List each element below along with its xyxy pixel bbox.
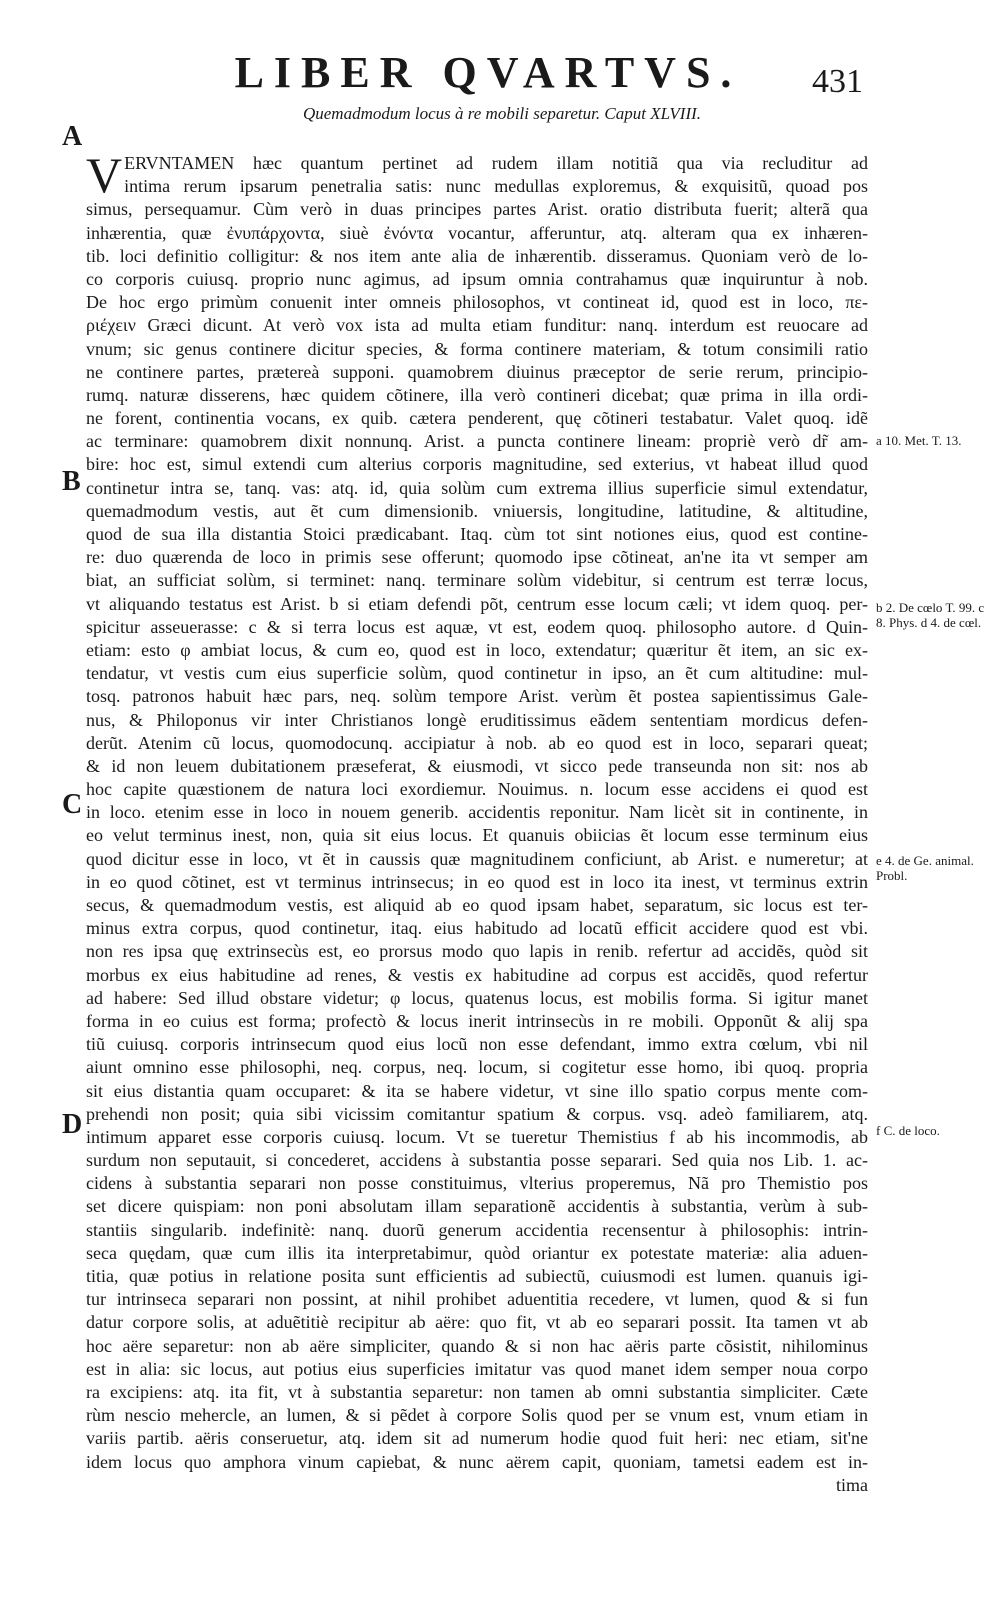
drop-cap: V xyxy=(86,147,123,203)
chapter-title: Quemadmodum locus à re mobili separetur. Caput XLVIII. xyxy=(302,104,702,123)
text-line xyxy=(86,1010,868,1033)
text-line-content: prehendi non posit; quia sibi vicissim comitantur spatium & corpus. vsq. adeò familiarem, atq. xyxy=(86,1103,868,1124)
text-line-content: est in alia: sic locus, aut potius eius superficies imitatur vas quod manet idem semper noua corpo xyxy=(86,1358,868,1379)
marginal-letter-b: B xyxy=(62,466,81,497)
text-line xyxy=(86,685,868,708)
text-line xyxy=(86,546,868,569)
text-line xyxy=(86,245,868,268)
text-line-content: ra excipiens: atq. ita fit, vt à substantia separetur: non tamen ab omni substantia simpliciter. Cæte xyxy=(86,1381,868,1402)
text-line-content: intimum apparet esse corporis cuiusq. locum. Vt se tueretur Themistius f ab his incommodis, ab xyxy=(86,1126,868,1147)
text-line xyxy=(86,1427,868,1450)
text-line-content: tib. loci definitio colligitur: & nos item ante alia de inhærentib. disseramus. Quoniam verò de lo- xyxy=(86,245,868,266)
text-line-content: tur intrinseca separari non possint, at nihil prohibet aduentitia recedere, vt lumen, quod & si fun xyxy=(86,1289,868,1310)
text-line-content: cidens à substantia separari non posse constituimus, vlterius properemus, Nã pro Themistio pos xyxy=(86,1173,868,1194)
text-line xyxy=(86,848,868,871)
text-line-content: non res ipsa quę extrinsecùs est, eo prorsus modo quo lapis in renib. refertur ad accidẽs, quòd sit xyxy=(86,941,868,962)
text-line xyxy=(86,1335,868,1358)
text-line xyxy=(86,1381,868,1404)
text-line xyxy=(86,268,868,291)
text-line-content: quod dicitur esse in loco, vt ẽt in caussis quæ magnitudinem conficiunt, ab Arist. e numeretur; at xyxy=(86,848,868,869)
text-line xyxy=(86,291,868,314)
text-line xyxy=(86,569,868,592)
text-line xyxy=(86,175,868,198)
text-line xyxy=(86,1288,868,1311)
marginal-letter-d: D xyxy=(62,1109,83,1140)
text-line-content: rùm nescio mehercle, an lumen, & si pẽdet à corpore Solis quod per se vnum est, vnum etiam in xyxy=(86,1405,868,1426)
text-line xyxy=(86,917,868,940)
marginal-letter-c: C xyxy=(62,789,83,820)
text-line-content: quemadmodum vestis, aut ẽt cum dimensionib. vniuersis, longitudine, latitudine, & altitudine, xyxy=(86,500,868,521)
text-line xyxy=(86,639,868,662)
text-line-content: forma in eo cuius est forma; profectò & locus inerit intrinsecùs in re mobili. Opponũt & alij spa xyxy=(86,1010,868,1031)
text-line-content: biat, an sufficiat solùm, si terminet: nanq. terminare solùm videbitur, si centrum est terræ locus, xyxy=(86,570,868,591)
text-line-content: vnum; sic genus continere dicitur species, & forma continere materiam, & totum consimili ratio xyxy=(86,338,868,359)
text-line xyxy=(86,1242,868,1265)
text-line xyxy=(86,964,868,987)
text-line-content: & id non leuem dubitationem præseferat, & eiusmodi, vt sicco pede transeunda non sit: nos ab xyxy=(86,755,868,776)
text-line xyxy=(86,1126,868,1149)
text-line xyxy=(86,1404,868,1427)
text-line xyxy=(86,1080,868,1103)
side-note-4: f C. de loco. xyxy=(876,1123,940,1138)
text-line-content: ERVNTAMEN hæc quantum pertinet ad rudem illam notitiã qua via recluditur ad xyxy=(124,153,868,173)
text-line-content: in eo quod cõtinet, est vt terminus intrinsecus; in eo quod est in loco ita inest, vt terminus extrin xyxy=(86,871,868,892)
text-line xyxy=(86,755,868,778)
text-line xyxy=(86,384,868,407)
text-line-content: stantiis singularib. indefinitè: nanq. duorũ generum accidentia recensentur à philosophis: intrin- xyxy=(86,1219,868,1240)
text-line xyxy=(86,407,868,430)
text-line-content: datur corpore solis, at aduẽtitiè recipitur ab aëre: quo fit, vt ab eo separari possit. Ita tamen vt ab xyxy=(86,1312,868,1333)
text-line-content: surdum non seputauit, si concederet, accidens à substantia posse separari. Sed quia nos Lib. 1. ac- xyxy=(86,1150,868,1171)
text-line-content: ne forent, continentia vocans, ex quib. cætera penderent, quę cõtineri testabatur. Valet quoq. idẽ xyxy=(86,408,868,429)
text-line xyxy=(86,940,868,963)
page-number: 431 xyxy=(812,63,863,100)
text-line-content: eo velut terminus inest, non, quia sit eius locus. Et quanuis obiicias ẽt locum esse terminum eius xyxy=(86,825,868,846)
text-line-content: tiũ cuiusq. corporis intrinsecum quod eius locũ non esse defendant, immo extra cœlum, vbi nil xyxy=(86,1034,868,1055)
text-line xyxy=(86,709,868,732)
text-line xyxy=(86,871,868,894)
text-line xyxy=(86,1311,868,1334)
text-line-content: rumq. naturæ disserens, hæc quidem cõtinere, illa verò contineri dicebat; quæ prima in illa ordi- xyxy=(86,384,868,405)
running-title: LIBER QVARTVS. xyxy=(234,48,742,97)
text-line-content: derũt. Atenim cũ locus, quomodocunq. accipiatur à nob. ab eo quod est in loco, separari queat; xyxy=(86,732,868,753)
text-line xyxy=(86,314,868,337)
body-text xyxy=(86,147,868,1497)
text-line xyxy=(86,338,868,361)
text-line xyxy=(86,1195,868,1218)
text-line-content: idem locus quo amphora vinum capiebat, & nunc aërem capit, quoniam, tametsi eadem est in- xyxy=(86,1451,868,1472)
text-line-content: ne continere partes, prætereà supponi. quamobrem diuinus præceptor de serie rerum, principio- xyxy=(86,361,868,382)
text-line xyxy=(86,198,868,221)
text-line xyxy=(86,987,868,1010)
text-line xyxy=(86,1103,868,1126)
text-line xyxy=(86,222,868,245)
text-line xyxy=(86,1056,868,1079)
text-line-content: ad habere: Sed illud obstare videtur; φ locus, quatenus locus, est mobilis forma. Si igitur manet xyxy=(86,987,868,1008)
text-line xyxy=(86,616,868,639)
side-note-3: e 4. de Ge. animal. Probl. xyxy=(876,853,974,883)
text-line-content: set dicere quispiam: non poni absolutam illam separationẽ accidentis à substantia, verùm à sub- xyxy=(86,1196,868,1217)
text-line-content: re: duo quærenda de loco in primis sese offerunt; quomodo ipse cõtineat, an'ne ita vt semper am xyxy=(86,547,868,568)
text-line-content: sit eius distantia quam occuparet: & ita se habere videtur, vt sine illo spatio corpus mente com- xyxy=(86,1080,868,1101)
text-line xyxy=(86,801,868,824)
text-line-content: minus extra corpus, quod continetur, itaq. eius habitudo ad locatũ efficit accidere quod est vbi. xyxy=(86,918,868,939)
text-line-content: intima rerum ipsarum penetralia satis: nunc medullas exploremus, & exquisitũ, quoad pos xyxy=(124,176,868,197)
text-line-content: secus, & quemadmodum vestis, est aliquid ab eo quod ipsam habet, separatum, sic locus est ter- xyxy=(86,895,868,915)
text-line xyxy=(86,894,868,917)
text-line xyxy=(86,477,868,500)
text-line-content: bire: hoc est, simul extendi cum alterius corporis magnitudine, sed exterius, vt habeat illud quod xyxy=(86,454,868,475)
text-line-content: inhærentia, quæ ἐνυπάρχοντα, siuè ἐνόντα vocantur, afferuntur, atq. alteram qua ex inhæren- xyxy=(86,222,868,243)
text-line xyxy=(86,662,868,685)
text-line-content: spicitur asseuerasse: c & si terra locus est aquæ, vt est, eodem quoq. philosopho autore. d Quin- xyxy=(86,616,868,637)
text-line xyxy=(86,1265,868,1288)
side-note-1: a 10. Met. T. 13. xyxy=(876,433,962,448)
text-line-content: etiam: esto φ ambiat locus, & cum eo, quod est in loco, extendatur; quæritur ẽt item, an sic ex- xyxy=(86,639,868,660)
text-line xyxy=(86,1219,868,1242)
marginal-letter-a: A xyxy=(62,121,83,152)
text-line-content: tendatur, vt vestis cum eius superficie solùm, quod continetur in ipso, an ẽt cum altitudine: mul- xyxy=(86,663,868,684)
text-line-content: titia, quæ potius in relatione posita sunt efficientis ad subiectũ, cuiusmodi est lumen. quanuis igi- xyxy=(86,1266,868,1286)
text-line xyxy=(86,824,868,847)
text-line-content: seca quędam, quæ cum illis ita interpretabimur, quòd oriantur ex potestate materiæ: alia aduen- xyxy=(86,1242,868,1263)
text-line xyxy=(86,430,868,453)
text-line-content: nus, & Philoponus vir inter Christianos longè eruditissimus eãdem sententiam mordicus defen- xyxy=(86,709,868,730)
text-line-content: in loco. etenim esse in loco in nouem generib. accidentis reponitur. Nam licèt sit in continente, in xyxy=(86,802,868,823)
text-line xyxy=(86,593,868,616)
text-line-content: vt aliquando testatus est Arist. b si etiam defendi põt, centrum esse locum cæli; vt idem quoq. per- xyxy=(86,593,868,614)
text-line xyxy=(86,1358,868,1381)
text-line-content: simus, persequamur. Cùm verò in duas principes partes Arist. oratio distributa fuerit; alterã qua xyxy=(86,199,868,220)
text-line-content: ριέχειν Græci dicunt. At verò vox ista ad multa etiam funditur: nanq. interdum est reuocare ad xyxy=(86,315,868,336)
text-line xyxy=(86,778,868,801)
text-line-content: continetur intra se, tanq. vas: atq. id, quia solùm cum extrema illius superficie simul extendatur, xyxy=(86,477,868,498)
catchword: tima xyxy=(836,1474,868,1495)
text-line xyxy=(86,732,868,755)
text-line-content: quod de sua illa distantia Stoici prædicabant. Itaq. cùm tot sint notiones eius, quod est contine- xyxy=(86,524,868,544)
text-line-content: tosq. patronos habuit hæc pars, neq. solùm tempore Arist. verùm ẽt postea sapientissimus Gale- xyxy=(86,686,868,707)
text-line xyxy=(86,1149,868,1172)
text-line-content: morbus ex eius habitudine ad renes, & vestis ex habitudine ad corpus est accidẽs, quod refertur xyxy=(86,964,868,985)
text-line-content: De hoc ergo primùm conuenit inter omneis philosophos, vt contineat id, quod est in loco, πε- xyxy=(86,292,868,313)
text-line xyxy=(86,523,868,546)
text-line-content: variis partib. aëris conseruetur, atq. idem sit ad numerum hodie quod fuit heri: nec etiam, sit'ne xyxy=(86,1428,868,1449)
text-line-content: co corporis cuiusq. proprio nunc agimus, ad ipsum omnia contrahamus quæ inquiruntur à nob. xyxy=(86,268,868,289)
text-line xyxy=(86,500,868,523)
text-line xyxy=(86,361,868,384)
text-line-content: ac terminare: quamobrem dixit nonnunq. Arist. a puncta continere lineam: propriè verò dr̃ am- xyxy=(86,431,868,452)
text-line-content: hoc aëre separetur: non ab aëre simpliciter, quando & si non hac aëris parte cõsistit, nihilominus xyxy=(86,1335,868,1356)
text-line-content: aiunt omnino esse philosophi, neq. corpus, neq. locum, si cogitetur esse homo, ibi quoq. propria xyxy=(86,1057,868,1078)
side-note-2: b 2. De cœlo T. 99. c 8. Phys. d 4. de cœl. xyxy=(876,600,985,630)
text-line xyxy=(86,1451,868,1474)
text-line xyxy=(86,1033,868,1056)
text-line xyxy=(86,1172,868,1195)
text-line-content: hoc capite quæstionem de natura loci exordiemur. Nouimus. n. locum esse accidens ei quod est xyxy=(86,779,868,800)
text-line xyxy=(86,453,868,476)
